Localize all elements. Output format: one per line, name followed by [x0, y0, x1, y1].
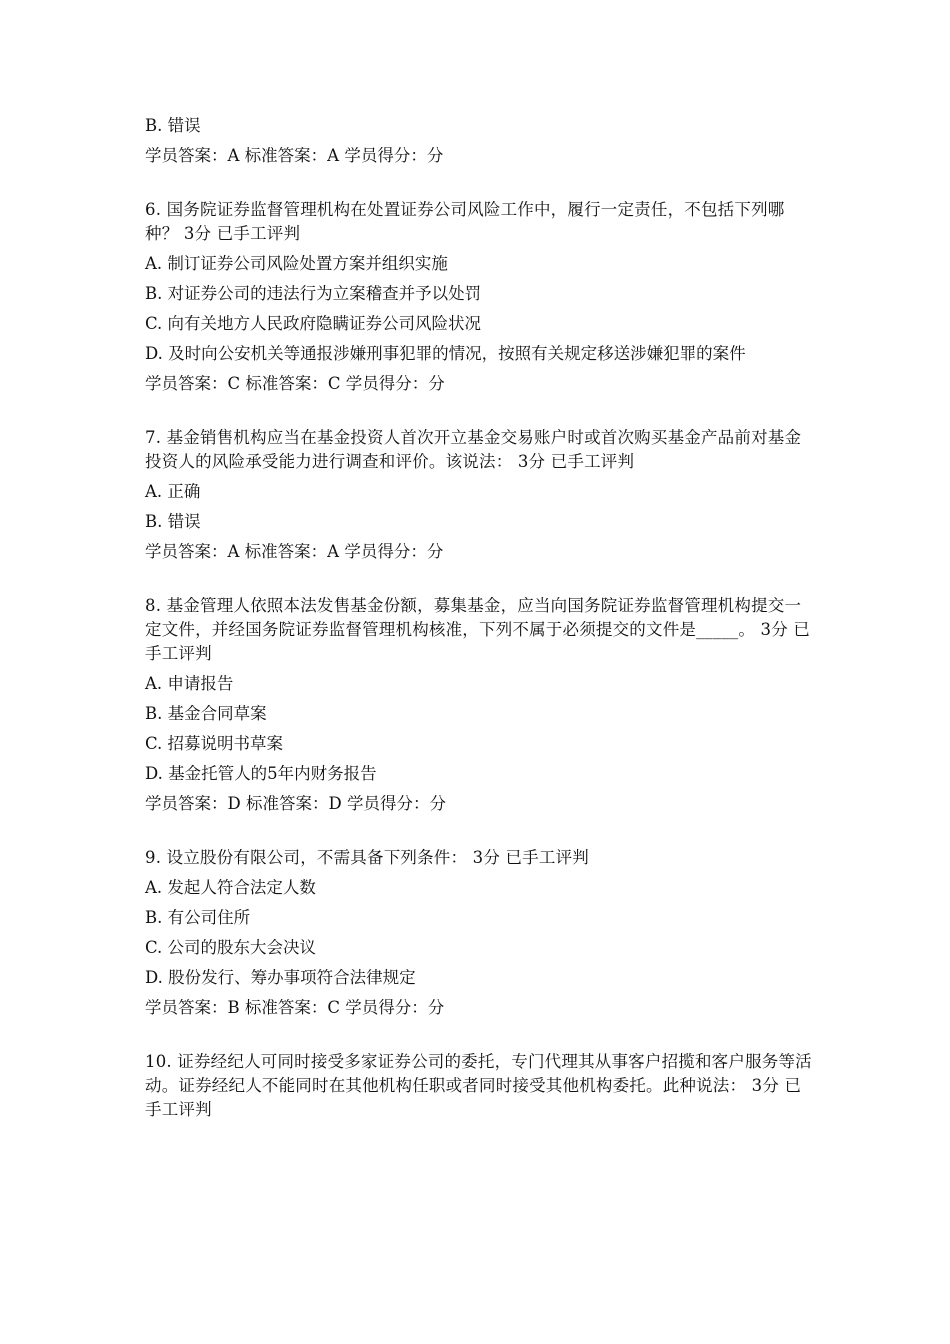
q8-option-a: A. 申请报告 [145, 674, 234, 693]
q9-answer-line: 学员答案：B 标准答案：C 学员得分：分 [145, 998, 445, 1017]
q6-answer-line: 学员答案：C 标准答案：C 学员得分：分 [145, 374, 445, 393]
q6-option-d: D. 及时向公安机关等通报涉嫌刑事犯罪的情况，按照有关规定移送涉嫌犯罪的案件 [145, 344, 746, 363]
q8-option-b: B. 基金合同草案 [145, 704, 267, 723]
q6-option-b: B. 对证券公司的违法行为立案稽查并予以处罚 [145, 284, 482, 303]
q8-answer-line: 学员答案：D 标准答案：D 学员得分：分 [145, 794, 446, 813]
q9-option-d: D. 股份发行、筹办事项符合法律规定 [145, 968, 416, 987]
q6-option-c: C. 向有关地方人民政府隐瞒证券公司风险状况 [145, 314, 482, 333]
question-8: 8. 基金管理人依照本法发售基金份额，募集基金，应当向国务院证券监督管理机构提交一定文件，并经国务院证券监督管理机构核准，下列不属于必须提交的文件是_____。 3分 已手工评判 [145, 596, 811, 663]
q7-option-b: B. 错误 [145, 512, 201, 531]
q7-answer-line: 学员答案：A 标准答案：A 学员得分：分 [145, 542, 444, 561]
q9-option-c: C. 公司的股东大会决议 [145, 938, 317, 957]
q8-option-d: D. 基金托管人的5年内财务报告 [145, 764, 377, 783]
q9-option-b: B. 有公司住所 [145, 908, 251, 927]
question-9: 9. 设立股份有限公司，不需具备下列条件： 3分 已手工评判 [145, 848, 589, 867]
q6-option-a: A. 制订证券公司风险处置方案并组织实施 [145, 254, 448, 273]
question-10: 10. 证券经纪人可同时接受多家证券公司的委托，专门代理其从事客户招揽和客户服务等活动。证券经纪人不能同时在其他机构任职或者同时接受其他机构委托。此种说法： 3分 已手工评判 [145, 1052, 812, 1119]
q9-option-a: A. 发起人符合法定人数 [145, 878, 316, 897]
question-6: 6. 国务院证券监督管理机构在处置证券公司风险工作中，履行一定责任，不包括下列哪种？ 3分 已手工评判 [145, 200, 785, 243]
q8-option-c: C. 招募说明书草案 [145, 734, 284, 753]
question-7: 7. 基金销售机构应当在基金投资人首次开立基金交易账户时或首次购买基金产品前对基金投资人的风险承受能力进行调查和评价。该说法： 3分 已手工评判 [145, 428, 802, 471]
option-b-top: B. 错误 [145, 116, 201, 135]
exam-page [145, 114, 815, 1122]
q7-option-a: A. 正确 [145, 482, 201, 501]
answer-line-top: 学员答案：A 标准答案：A 学员得分：分 [145, 146, 444, 165]
